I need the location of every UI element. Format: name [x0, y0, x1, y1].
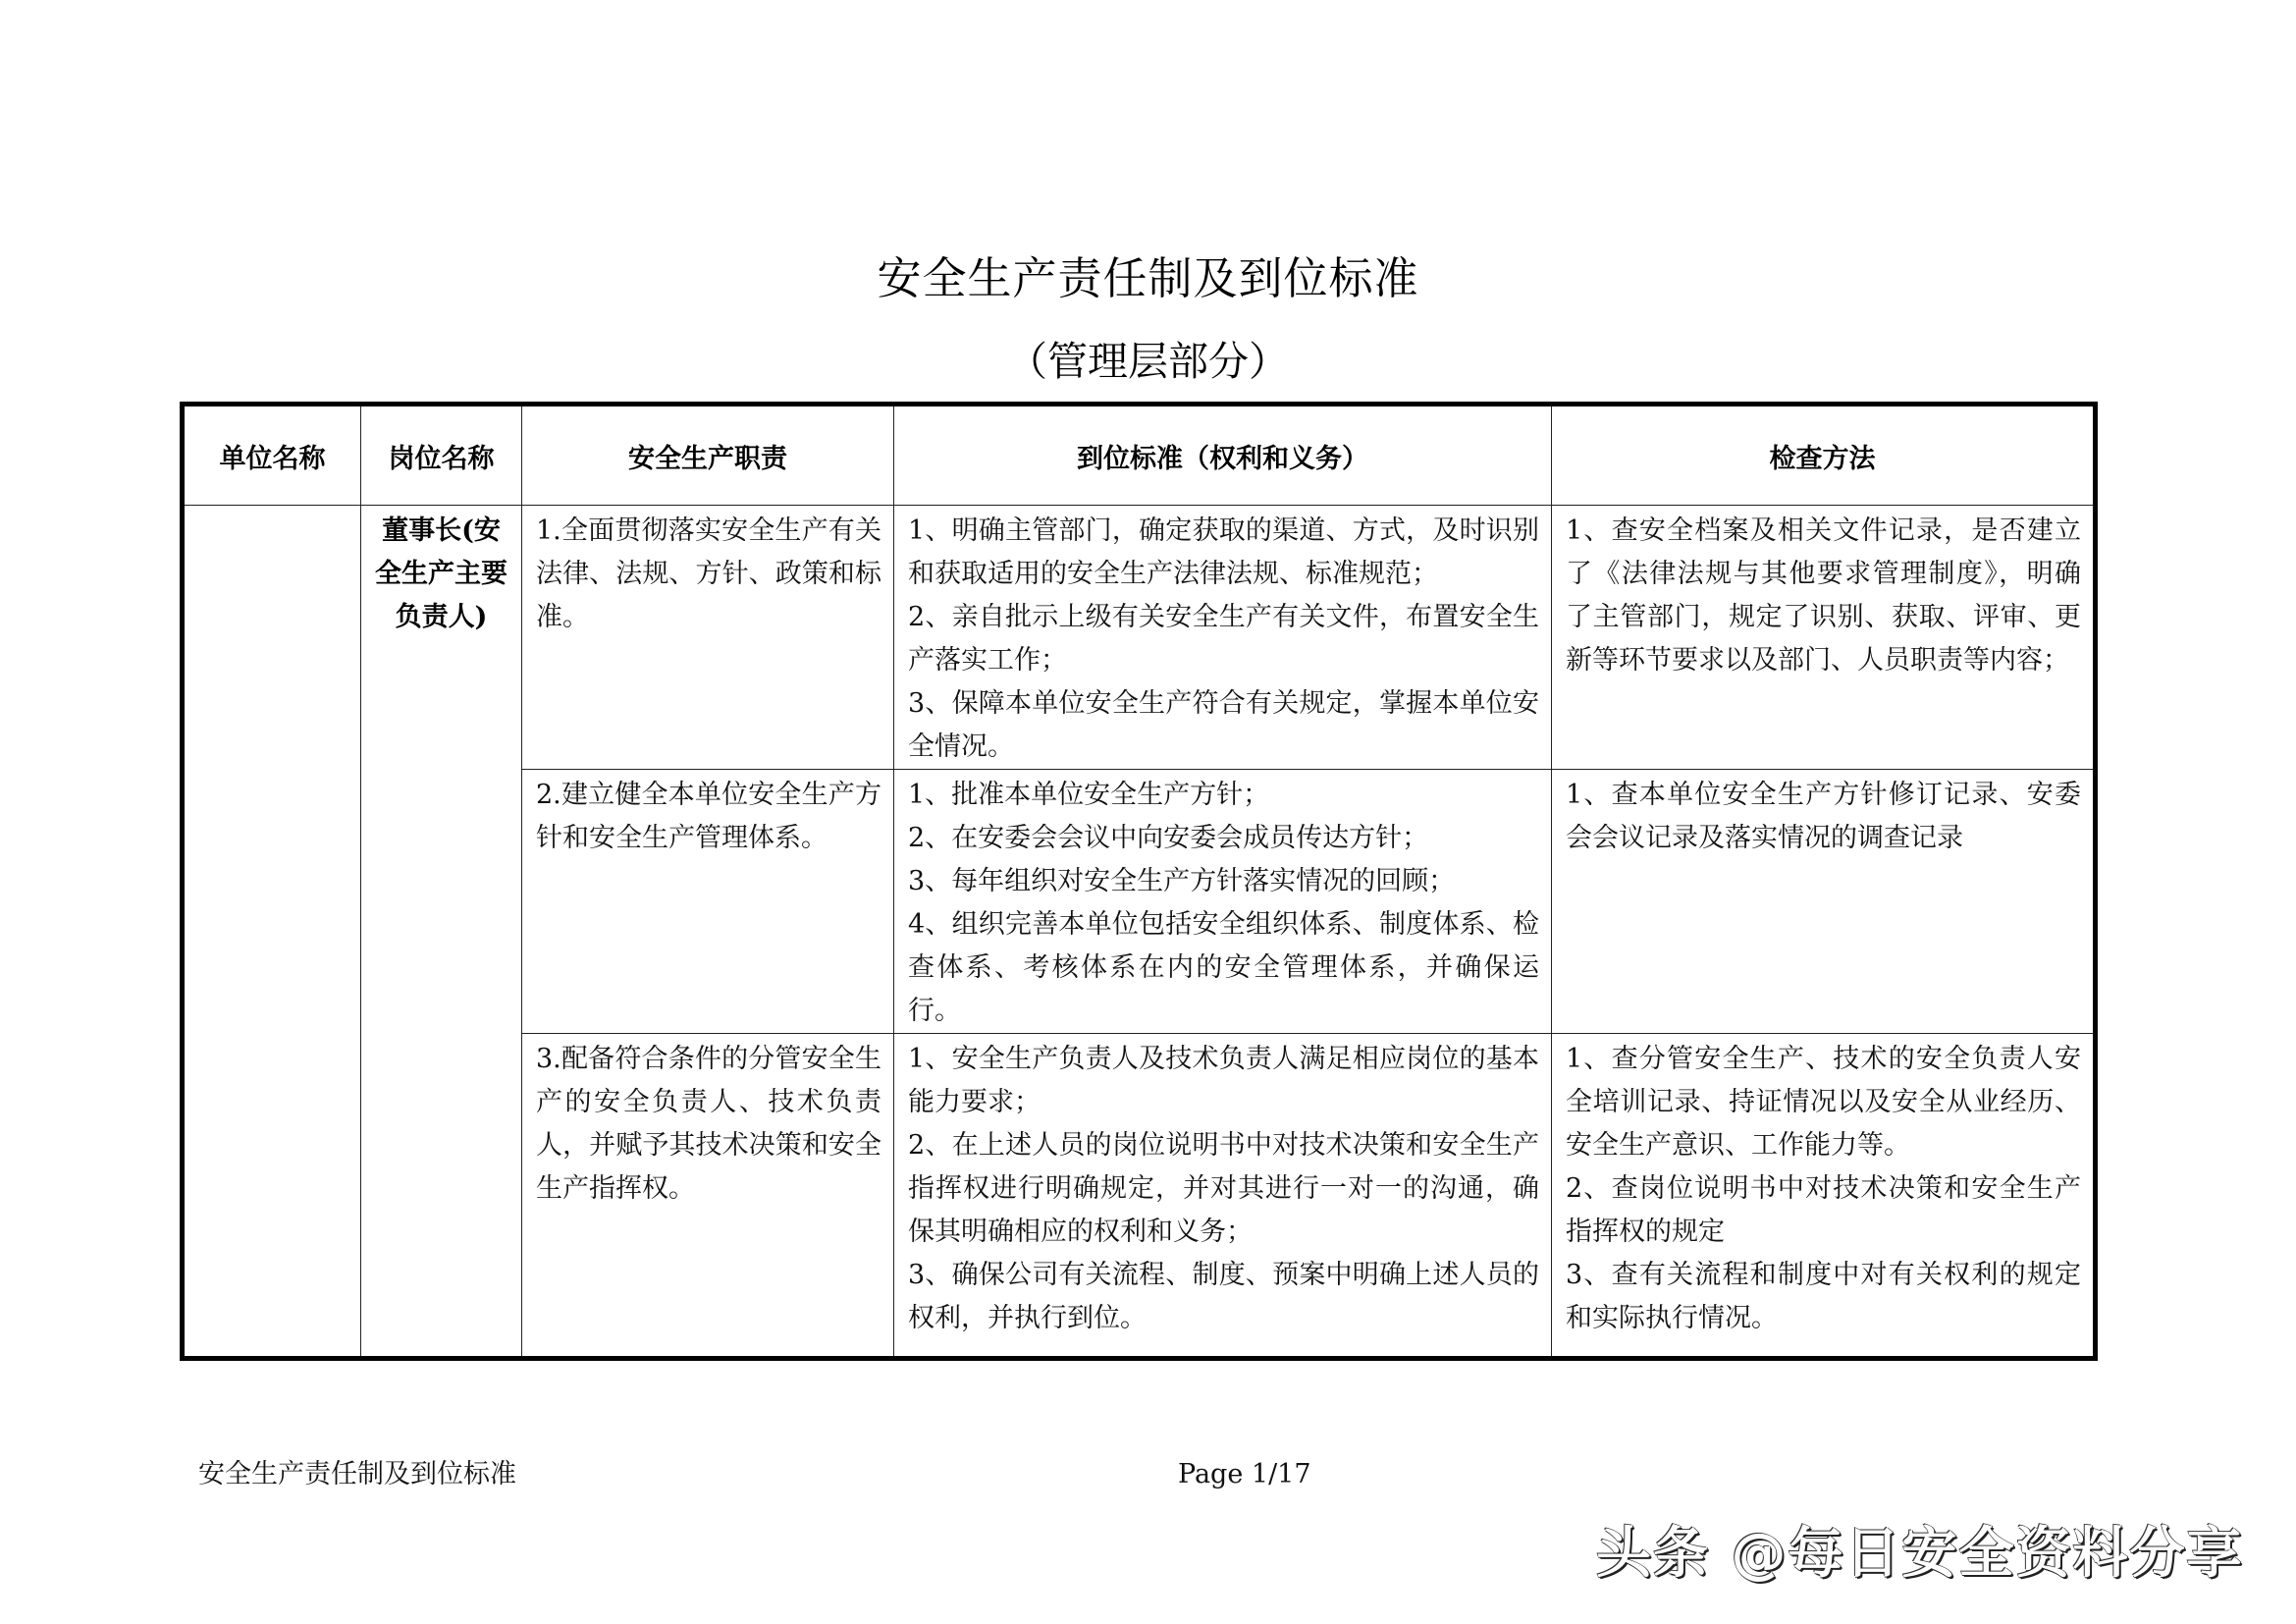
check-cell — [1552, 506, 2096, 770]
responsibility-table — [180, 402, 2098, 1361]
duty-text: 3.配备符合条件的分管安全生产的安全负责人、技术负责人，并赋予其技术决策和安全生产指挥权。 — [536, 1044, 881, 1204]
document-subtitle: （管理层部分） — [1007, 338, 1289, 385]
table-header-row — [183, 405, 2096, 506]
standard-item: 3、保障本单位安全生产符合有关规定，掌握本单位安全情况。 — [908, 688, 1539, 762]
check-item: 1、查分管安全生产、技术的安全负责人安全培训记录、持证情况以及安全从业经历、安全生产意识、工作能力等。 — [1566, 1044, 2081, 1161]
duty-text: 2.建立健全本单位安全生产方针和安全生产管理体系。 — [536, 780, 881, 853]
header-post-name: 岗位名称 — [361, 405, 522, 506]
standards-cell — [894, 1034, 1552, 1359]
header-standards: 到位标准（权利和义务） — [894, 405, 1552, 506]
footer-document-name: 安全生产责任制及到位标准 — [198, 1459, 516, 1489]
standard-item: 2、在安委会会议中向安委会成员传达方针； — [908, 823, 1429, 853]
standards-cell — [894, 506, 1552, 770]
header-unit-name: 单位名称 — [183, 405, 361, 506]
document-title: 安全生产责任制及到位标准 — [877, 252, 1419, 304]
check-item: 2、查岗位说明书中对技术决策和安全生产指挥权的规定 — [1566, 1173, 2081, 1247]
unit-name-cell — [183, 506, 361, 1359]
table-row — [183, 506, 2096, 770]
header-check-method: 检查方法 — [1552, 405, 2096, 506]
standard-item: 1、明确主管部门，确定获取的渠道、方式，及时识别和获取适用的安全生产法律法规、标准规范； — [908, 515, 1539, 589]
check-item: 1、查安全档案及相关文件记录，是否建立了《法律法规与其他要求管理制度》，明确了主管部门，规定了识别、获取、评审、更新等环节要求以及部门、人员职责等内容； — [1566, 515, 2081, 676]
standard-item: 1、批准本单位安全生产方针； — [908, 780, 1270, 810]
check-cell — [1552, 1034, 2096, 1359]
header-safety-duty: 安全生产职责 — [522, 405, 894, 506]
standards-cell — [894, 770, 1552, 1034]
post-name: 董事长(安全生产主要负责人) — [375, 515, 507, 632]
standard-item: 3、确保公司有关流程、制度、预案中明确上述人员的权利，并执行到位。 — [908, 1260, 1539, 1333]
standard-item: 1、安全生产负责人及技术负责人满足相应岗位的基本能力要求； — [908, 1044, 1539, 1117]
standard-item: 2、在上述人员的岗位说明书中对技术决策和安全生产指挥权进行明确规定，并对其进行一对一的沟通，确保其明确相应的权利和义务； — [908, 1130, 1539, 1247]
check-item: 1、查本单位安全生产方针修订记录、安委会会议记录及落实情况的调查记录 — [1566, 780, 2081, 853]
standard-item: 3、每年组织对安全生产方针落实情况的回顾； — [908, 866, 1456, 896]
check-cell — [1552, 770, 2096, 1034]
duty-cell — [522, 1034, 894, 1359]
check-item: 3、查有关流程和制度中对有关权利的规定和实际执行情况。 — [1566, 1260, 2081, 1333]
duty-cell — [522, 506, 894, 770]
watermark: 头条 @每日安全资料分享 — [1596, 1522, 2244, 1586]
duty-text: 1.全面贯彻落实安全生产有关法律、法规、方针、政策和标准。 — [536, 515, 881, 632]
standard-item: 4、组织完善本单位包括安全组织体系、制度体系、检查体系、考核体系在内的安全管理体系，并确保运行。 — [908, 909, 1539, 1026]
footer-page-number: Page 1/17 — [1178, 1459, 1311, 1489]
standard-item: 2、亲自批示上级有关安全生产有关文件，布置安全生产落实工作； — [908, 602, 1539, 676]
post-name-cell — [361, 506, 522, 1359]
duty-cell — [522, 770, 894, 1034]
